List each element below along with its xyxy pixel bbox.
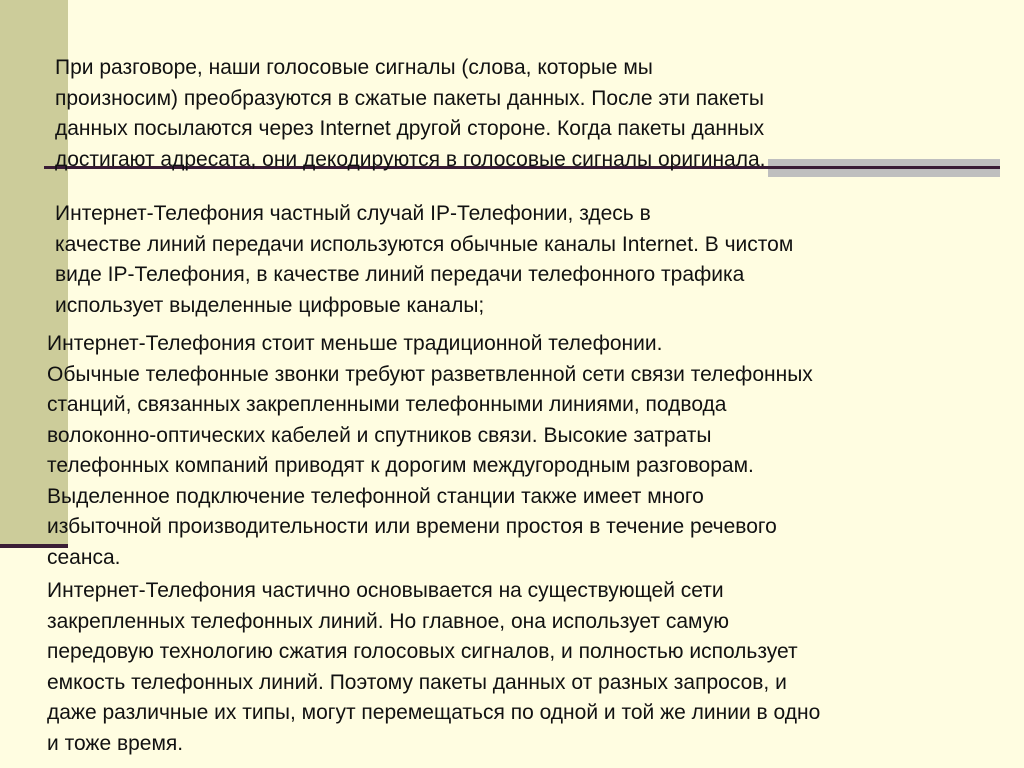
paragraph-voice-packets: При разговоре, наши голосовые сигналы (слова, которые мы произносим) преобразуются в сжатые пакеты данных. После эти пакеты данных посылаются через Internet другой стороне. Когда пакеты данных достигают адресата, они декодируются в голосовые сигналы оригинала. [55, 56, 766, 171]
paragraph-cost-comparison: Интернет-Телефония стоит меньше традиционной телефонии. Обычные телефонные звонки требуют разветвленной сети связи телефонных станций, связанных закрепленными телефонными линиями, подвода волоконно-оптических кабелей и спутников связи. Высокие затраты телефонных компаний приводят к дорогим междугородным разговорам. Выделенное подключение телефонной станции также имеет много избыточной производительности или времени простоя в течение речевого сеанса. [47, 332, 813, 569]
paragraph-internet-telephony-ip: Интернет-Телефония частный случай IP-Телефонии, здесь в качестве линий передачи используются обычные каналы Internet. В чистом виде IP-Телефония, в качестве линий передачи телефонного трафика использует выделенные цифровые каналы; [55, 202, 794, 317]
paragraph-compression-technology: Интернет-Телефония частично основывается на существующей сети закрепленных телефонных линий. Но главное, она использует самую передовую технологию сжатия голосовых сигналов, и полностью использует емкость телефонных линий. Поэтому пакеты данных от разных запросов, и даже различные их типы, могут перемещаться по одной и той же линии в одно и тоже время. [47, 579, 821, 755]
